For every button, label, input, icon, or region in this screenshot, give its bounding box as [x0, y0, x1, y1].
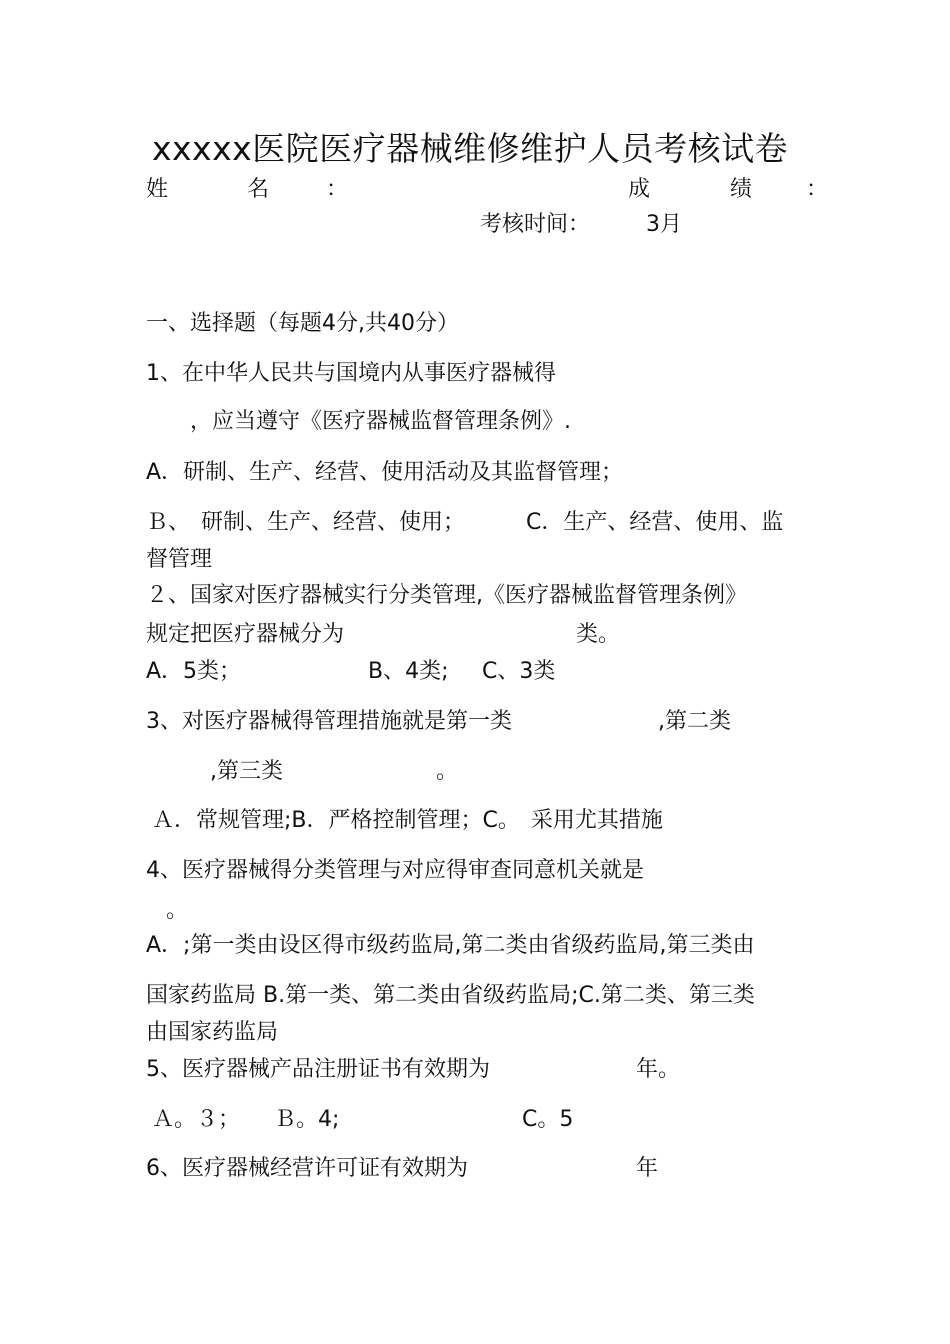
q4-option-line3: 由国家药监局	[146, 1020, 279, 1045]
score-label-colon: ：	[806, 177, 829, 202]
q5-option-a: Ａ。３；	[152, 1107, 241, 1132]
q1-option-b: Ｂ、 研制、生产、经营、使用；	[146, 510, 466, 535]
q1-line1: 1、在中华人民共与国境内从事医疗器械得	[146, 361, 556, 386]
q4-line2: 。	[166, 898, 189, 923]
q1-option-c-continued: 督管理	[146, 547, 213, 572]
section-heading: 一、选择题（每题4分,共40分）	[146, 311, 459, 336]
q2-option-c: C、3类	[482, 659, 556, 684]
q3-line2-tail: 。	[436, 759, 459, 784]
q5-line1-tail: 年。	[636, 1057, 681, 1082]
q1-option-c: C．生产、经营、使用、监	[526, 510, 784, 535]
q5-option-b: Ｂ。4;	[274, 1107, 340, 1132]
q4-line1: 4、医疗器械得分类管理与对应得审查同意机关就是	[146, 858, 644, 883]
q5-option-c: C。5	[522, 1107, 574, 1132]
q6-line1: 6、医疗器械经营许可证有效期为	[146, 1156, 468, 1181]
q2-line2: 规定把医疗器械分为	[146, 622, 345, 647]
exam-time-value: 3月	[646, 212, 682, 237]
q4-option-line2: 国家药监局 B.第一类、第二类由省级药监局;C.第二类、第三类	[146, 983, 755, 1008]
q2-line2-tail: 类。	[576, 622, 621, 647]
score-label-char-2: 绩	[730, 177, 753, 202]
q2-option-b: B、4类;	[368, 659, 449, 684]
q1-line2: ，应当遵守《医疗器械监督管理条例》.	[190, 409, 571, 434]
q3-line2: ,第三类	[210, 759, 283, 784]
q3-line1-tail: ,第二类	[658, 709, 731, 734]
exam-time-label: 考核时间：	[480, 212, 591, 237]
q6-line1-tail: 年	[636, 1156, 659, 1181]
q3-line1: 3、对医疗器械得管理措施就是第一类	[146, 709, 512, 734]
q5-line1: 5、医疗器械产品注册证书有效期为	[146, 1057, 490, 1082]
q4-option-line1: A．;第一类由设区得市级药监局,第二类由省级药监局,第三类由	[146, 933, 755, 958]
name-label-char-2: 名	[247, 177, 270, 202]
name-label-char-1: 姓	[146, 177, 169, 202]
score-label-char-1: 成	[628, 177, 651, 202]
q2-option-a: A．5类；	[146, 659, 242, 684]
name-label-colon: ：	[326, 177, 349, 202]
q1-option-a: A．研制、生产、经营、使用活动及其监督管理；	[146, 460, 624, 485]
q2-line1: ２、国家对医疗器械实行分类管理,《医疗器械监督管理条例》	[146, 583, 747, 608]
q3-options: Ａ．常规管理;B．严格控制管理；C。 采用尤其措施	[152, 808, 663, 833]
page-title: xxxxx医院医疗器械维修维护人员考核试卷	[152, 129, 789, 168]
